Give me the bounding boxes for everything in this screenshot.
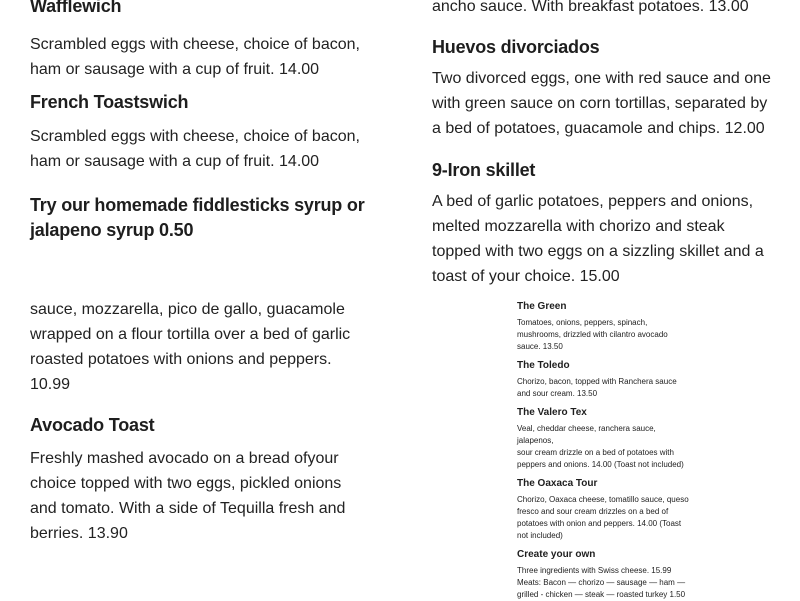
toastswich-section: [30, 90, 390, 174]
green-desc-line2: mushrooms, drizzled with cilantro avocado: [517, 330, 668, 339]
toledo-item: [517, 359, 692, 400]
skillet-desc-line3: topped with two eggs on a sizzling skillet and a: [432, 243, 764, 260]
green-item: [517, 300, 692, 353]
oaxaca-title: The Oaxaca Tour: [517, 478, 598, 489]
skillet-section: [432, 158, 792, 289]
create-own-item: [517, 548, 692, 601]
oaxaca-desc-line1: Chorizo, Oaxaca cheese, tomatillo sauce, queso: [517, 495, 689, 504]
green-desc-line3: sauce. 13.50: [517, 342, 563, 351]
burrito-desc-line2: wrapped on a flour tortilla over a bed of garlic: [30, 326, 351, 343]
burrito-desc-line3: roasted potatoes with onions and peppers.: [30, 351, 332, 368]
syrup-note-line2: jalapeno syrup 0.50: [30, 220, 194, 240]
burrito-description: [30, 297, 400, 397]
small-menu-column: [517, 300, 692, 601]
toastswich-desc-line2: ham or sausage with a cup of fruit. 14.00: [30, 153, 320, 170]
valero-desc-line3: peppers and onions. 14.00 (Toast not included): [517, 460, 684, 469]
wafflewich-title: Wafflewich: [30, 0, 122, 16]
syrup-note-line1: Try our homemade fiddlesticks syrup or: [30, 195, 365, 215]
ancho-desc-line: ancho sauce. With breakfast potatoes. 13.00: [432, 0, 749, 15]
huevos-desc-line1: Two divorced eggs, one with red sauce and one: [432, 70, 771, 87]
valero-title: The Valero Tex: [517, 407, 587, 418]
skillet-desc-line1: A bed of garlic potatoes, peppers and onions,: [432, 193, 754, 210]
huevos-desc-line3: a bed of potatoes, guacamole and chips. 12.00: [432, 120, 765, 137]
wafflewich-desc-line1: Scrambled eggs with cheese, choice of bacon,: [30, 36, 360, 53]
avocado-toast-section: [30, 413, 400, 546]
avocado-toast-title: Avocado Toast: [30, 415, 155, 435]
create-own-title: Create your own: [517, 549, 596, 560]
toledo-desc-line1: Chorizo, bacon, topped with Ranchera sauce: [517, 377, 677, 386]
wafflewich-section: [30, 0, 390, 82]
avocado-desc-line1: Freshly mashed avocado on a bread ofyour: [30, 450, 339, 467]
huevos-section: [432, 35, 792, 141]
toledo-title: The Toledo: [517, 360, 570, 371]
create-own-desc-line1: Three ingredients with Swiss cheese. 15.99: [517, 566, 672, 575]
green-desc-line1: Tomatoes, onions, peppers, spinach,: [517, 318, 648, 327]
skillet-title: 9-Iron skillet: [432, 160, 536, 180]
create-own-desc-line3: grilled - chicken — steak — roasted turkey 1.50: [517, 590, 686, 599]
green-title: The Green: [517, 301, 567, 312]
valero-desc-line2: sour cream drizzle on a bed of potatoes with: [517, 448, 674, 457]
oaxaca-desc-line4: not included): [517, 531, 563, 540]
toledo-desc-line2: and sour cream. 13.50: [517, 389, 598, 398]
avocado-desc-line4: berries. 13.90: [30, 525, 128, 542]
skillet-desc-line2: melted mozzarella with chorizo and steak: [432, 218, 725, 235]
huevos-title: Huevos divorciados: [432, 37, 600, 57]
avocado-desc-line3: and tomato. With a side of Tequilla fresh and: [30, 500, 346, 517]
create-own-desc-line2: Meats: Bacon — chorizo — sausage — ham —: [517, 578, 686, 587]
toastswich-title: French Toastswich: [30, 92, 189, 112]
oaxaca-item: [517, 477, 692, 542]
valero-item: [517, 406, 692, 471]
avocado-desc-line2: choice topped with two eggs, pickled onions: [30, 475, 342, 492]
wafflewich-desc-line2: ham or sausage with a cup of fruit. 14.00: [30, 61, 320, 78]
ancho-continuation: [432, 0, 792, 19]
burrito-desc-line1: sauce, mozzarella, pico de gallo, guacamole: [30, 301, 345, 318]
oaxaca-desc-line3: potatoes with onion and peppers. 14.00 (Toast: [517, 519, 682, 528]
syrup-note: [30, 193, 400, 243]
toastswich-desc-line1: Scrambled eggs with cheese, choice of bacon,: [30, 128, 360, 145]
oaxaca-desc-line2: fresco and sour cream drizzles on a bed of: [517, 507, 669, 516]
burrito-desc-line4: 10.99: [30, 376, 71, 393]
huevos-desc-line2: with green sauce on corn tortillas, separated by: [432, 95, 768, 112]
skillet-desc-line4: toast of your choice. 15.00: [432, 268, 620, 285]
valero-desc-line1: Veal, cheddar cheese, ranchera sauce, jalapenos,: [517, 424, 656, 445]
